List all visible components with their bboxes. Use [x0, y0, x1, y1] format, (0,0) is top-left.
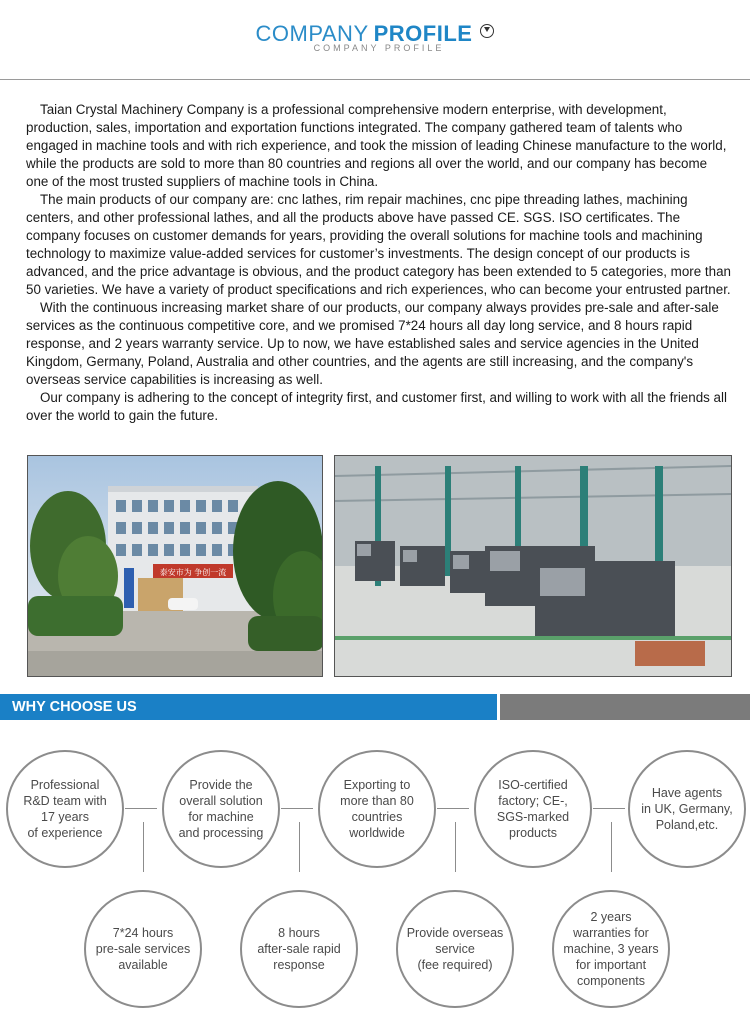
- office-building-illustration: [28, 456, 323, 677]
- feature-text: 7*24 hours pre-sale services available: [95, 926, 191, 972]
- building-sign-text: 泰安市为 争创一流: [159, 568, 227, 577]
- company-intro: [26, 101, 732, 425]
- connector-line: [299, 822, 300, 872]
- connector-line: [143, 822, 144, 872]
- intro-paragraph-1: Taian Crystal Machinery Company is a professional comprehensive modern enterprise, with development, production, sales, importation and exportation functions integrated. The company gathered team of talents who engaged in machine tools and with rich experience, and took the mission of leading Chinese manufacture to the world, while the products are sold to more than 80 countries and regions all over the world, and our company has become one of the most trusted suppliers of machine tools in China.: [26, 102, 727, 189]
- feature-text: ISO-certified factory; CE-, SGS-marked products: [496, 778, 570, 840]
- workshop-photo: [334, 455, 732, 677]
- intro-paragraph-4: Our company is adhering to the concept of integrity first, and customer first, and willing to work with all the friends all over the world to gain the future.: [26, 390, 727, 423]
- title-profile: PROFILE: [373, 21, 473, 46]
- office-building-photo: [27, 455, 323, 677]
- connector-line: [611, 822, 612, 872]
- why-choose-us-banner: [0, 694, 497, 720]
- intro-paragraph-3: With the continuous increasing market share of our products, our company always provides pre-sale and after-sale services as the continuous competitive core, and we promised 7*24 hours all day long service, and 8 hours rapid response, and 2 years warranty service. Up to now, we have established sales and service agencies in the United Kingdom, Germany, Poland, Australia and other countries, and the agents are still increasing, and the company's overseas service capabilities is increasing as well.: [26, 300, 719, 387]
- feature-circle-rd-team: [6, 750, 124, 868]
- why-choose-us-heading: WHY CHOOSE US: [12, 699, 137, 715]
- connector-line: [455, 822, 456, 872]
- feature-circle-iso: [474, 750, 592, 868]
- feature-text: Provide overseas service (fee required): [406, 926, 504, 972]
- feature-text: Have agents in UK, Germany, Poland,etc.: [641, 786, 733, 832]
- feature-circle-overall-solution: [162, 750, 280, 868]
- connector-line: [281, 808, 313, 809]
- connector-line: [125, 808, 157, 809]
- feature-text: 8 hours after-sale rapid response: [257, 926, 341, 972]
- feature-circle-warranty: [552, 890, 670, 1008]
- feature-text: Professional R&D team with 17 years of experience: [23, 778, 107, 840]
- feature-circle-aftersale: [240, 890, 358, 1008]
- feature-text: Exporting to more than 80 countries worldwide: [340, 778, 414, 840]
- page-subtitle: COMPANY PROFILE: [313, 43, 445, 53]
- title-company: COMPANY: [255, 21, 369, 46]
- page-header: [0, 0, 750, 80]
- feature-circle-agents: [628, 750, 746, 868]
- intro-paragraph-2: The main products of our company are: cnc lathes, rim repair machines, cnc pipe threading lathes, machining centers, and other professional lathes, and all the products above have passed CE. SGS. ISO certificates. The company focuses on customer demands for years, providing the overall solutions for machine tools and machining technology to maximize value-added services for customer’s investments. The design concept of our products is advanced, and the price advantage is obvious, and the product category has been extended to 5 categories, more than 50 varieties. We have a variety of product specifications and rich experiences, who can become your entrusted partner.: [26, 192, 731, 297]
- feature-circle-presale: [84, 890, 202, 1008]
- workshop-illustration: [335, 456, 732, 677]
- chevron-down-circle-icon: [480, 24, 494, 38]
- feature-text: 2 years warranties for machine, 3 years for important components: [563, 910, 659, 988]
- banner-grey-bar: [500, 694, 750, 720]
- connector-line: [593, 808, 625, 809]
- connector-line: [437, 808, 469, 809]
- feature-circle-overseas: [396, 890, 514, 1008]
- feature-text: Provide the overall solution for machine and processing: [178, 778, 264, 840]
- feature-circle-export: [318, 750, 436, 868]
